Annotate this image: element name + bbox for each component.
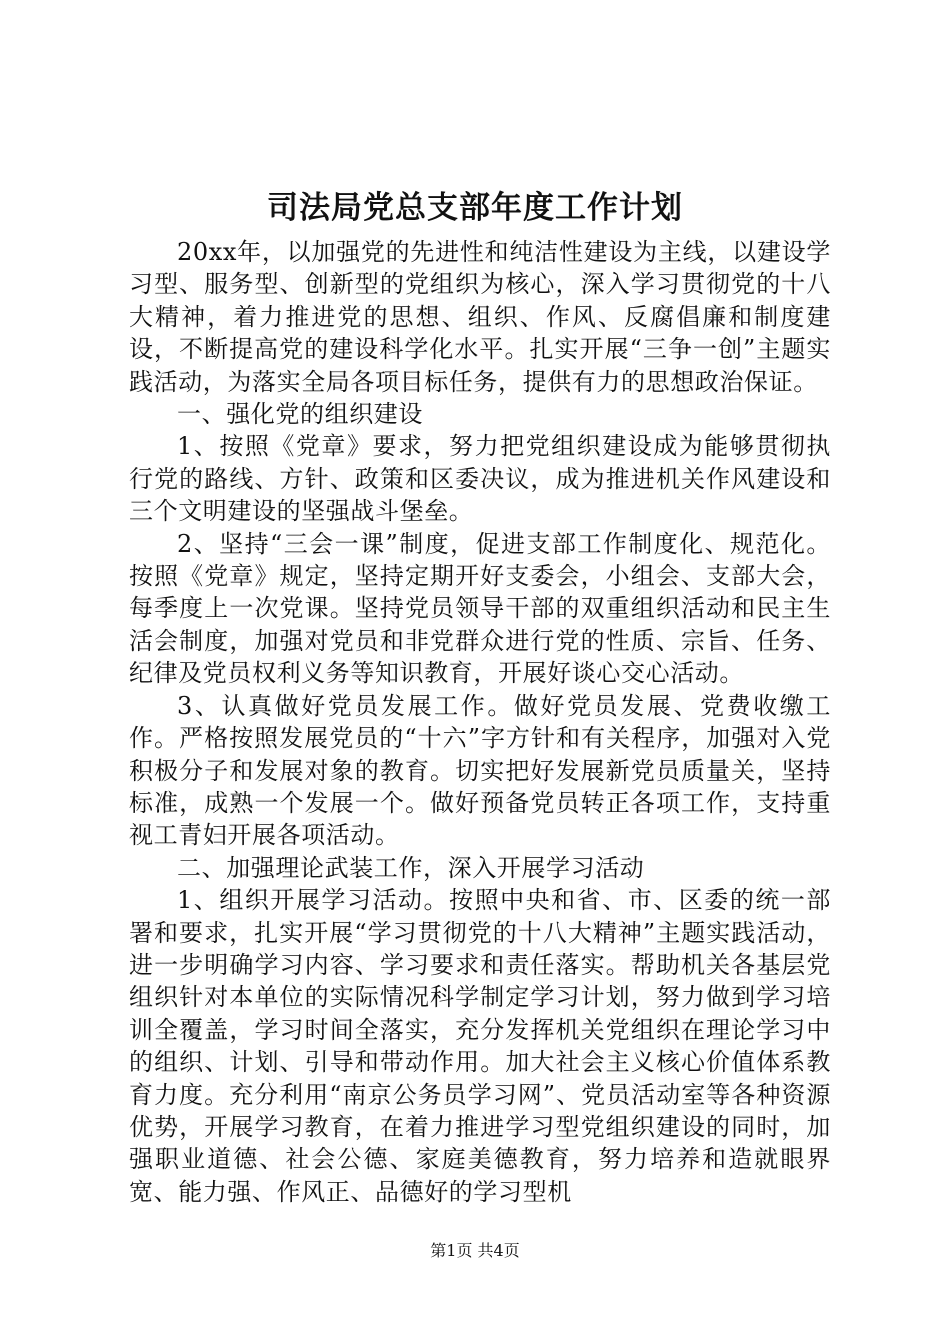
section-heading-2: 二、加强理论武装工作，深入开展学习活动 (177, 853, 645, 882)
page-number-footer: 第1页 共4页 (430, 1241, 520, 1260)
document-title: 司法局党总支部年度工作计划 (267, 190, 683, 226)
paragraph-1-3: 3、认真做好党员发展工作。做好党员发展、党费收缴工作。严格按照发展党员的“十六”字方针和有关程序，加强对入党积极分子和发展对象的教育。切实把好发展新党员质量关，坚持标准，成熟一个发展一个。做好预备党员转正各项工作，支持重视工青妇开展各项活动。 (129, 691, 831, 850)
section-heading-1: 一、强化党的组织建设 (177, 400, 423, 429)
paragraph-1-1: 1、按照《党章》要求，努力把党组织建设成为能够贯彻执行党的路线、方针、政策和区委决议，成为推进机关作风建设和三个文明建设的坚强战斗堡垒。 (129, 432, 831, 526)
paragraph-2-1: 1、组织开展学习活动。按照中央和省、市、区委的统一部署和要求，扎实开展“学习贯彻党的十八大精神”主题实践活动，进一步明确学习内容、学习要求和责任落实。帮助机关各基层党组织针对本单位的实际情况科学制定学习计划，努力做到学习培训全覆盖，学习时间全落实，充分发挥机关党组织在理论学习中的组织、计划、引导和带动作用。加大社会主义核心价值体系教育力度。充分利用“南京公务员学习网”、党员活动室等各种资源优势，开展学习教育，在着力推进学习型党组织建设的同时，加强职业道德、社会公德、家庭美德教育，努力培养和造就眼界宽、能力强、作风正、品德好的学习型机 (129, 886, 831, 1206)
paragraph-1-2: 2、坚持“三会一课”制度，促进支部工作制度化、规范化。按照《党章》规定，坚持定期开好支委会，小组会、支部大会，每季度上一次党课。坚持党员领导干部的双重组织活动和民主生活会制度，加强对党员和非党群众进行党的性质、宗旨、任务、纪律及党员权利义务等知识教育，开展好谈心交心活动。 (129, 529, 831, 688)
paragraph-intro: 20xx年，以加强党的先进性和纯洁性建设为主线，以建设学习型、服务型、创新型的党组织为核心，深入学习贯彻党的十八大精神，着力推进党的思想、组织、作风、反腐倡廉和制度建设，不断提高党的建设科学化水平。扎实开展“三争一创”主题实践活动，为落实全局各项目标任务，提供有力的思想政治保证。 (129, 238, 831, 396)
document-body (129, 236, 831, 1208)
